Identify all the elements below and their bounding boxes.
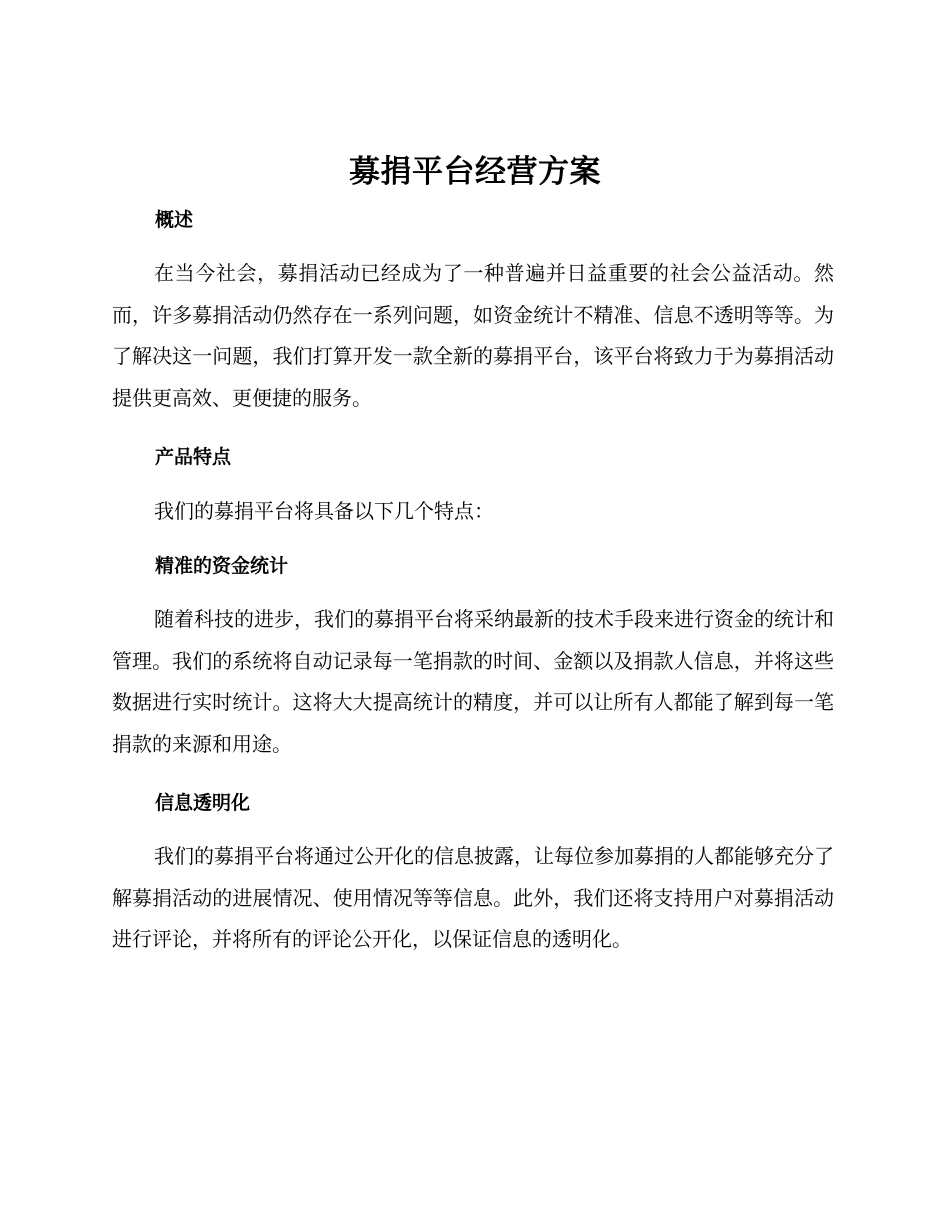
section-paragraph-transparency: 我们的募捐平台将通过公开化的信息披露，让每位参加募捐的人都能够充分了解募捐活动的进展情况、使用情况等等信息。此外，我们还将支持用户对募捐活动进行评论，并将所有的评论公开化，以保证信息的透明化。 <box>112 844 834 951</box>
section-paragraph-fund-statistics: 随着科技的进步，我们的募捐平台将采纳最新的技术手段来进行资金的统计和管理。我们的系统将自动记录每一笔捐款的时间、金额以及捐款人信息，并将这些数据进行实时统计。这将大大提高统计的精度，并可以让所有人都能了解到每一笔捐款的来源和用途。 <box>112 607 834 756</box>
section-heading-fund-statistics: 精准的资金统计 <box>155 555 289 577</box>
section-paragraph-features: 我们的募捐平台将具备以下几个特点： <box>154 499 494 523</box>
section-heading-features: 产品特点 <box>155 446 232 468</box>
section-heading-transparency: 信息透明化 <box>155 792 251 814</box>
section-paragraph-overview: 在当今社会，募捐活动已经成为了一种普遍并日益重要的社会公益活动。然而，许多募捐活动仍然存在一系列问题，如资金统计不精准、信息不透明等等。为了解决这一问题，我们打算开发一款全新的募捐平台，该平台将致力于为募捐活动提供更高效、更便捷的服务。 <box>112 261 834 410</box>
document-title: 募捐平台经营方案 <box>349 154 601 190</box>
section-heading-overview: 概述 <box>155 209 194 231</box>
